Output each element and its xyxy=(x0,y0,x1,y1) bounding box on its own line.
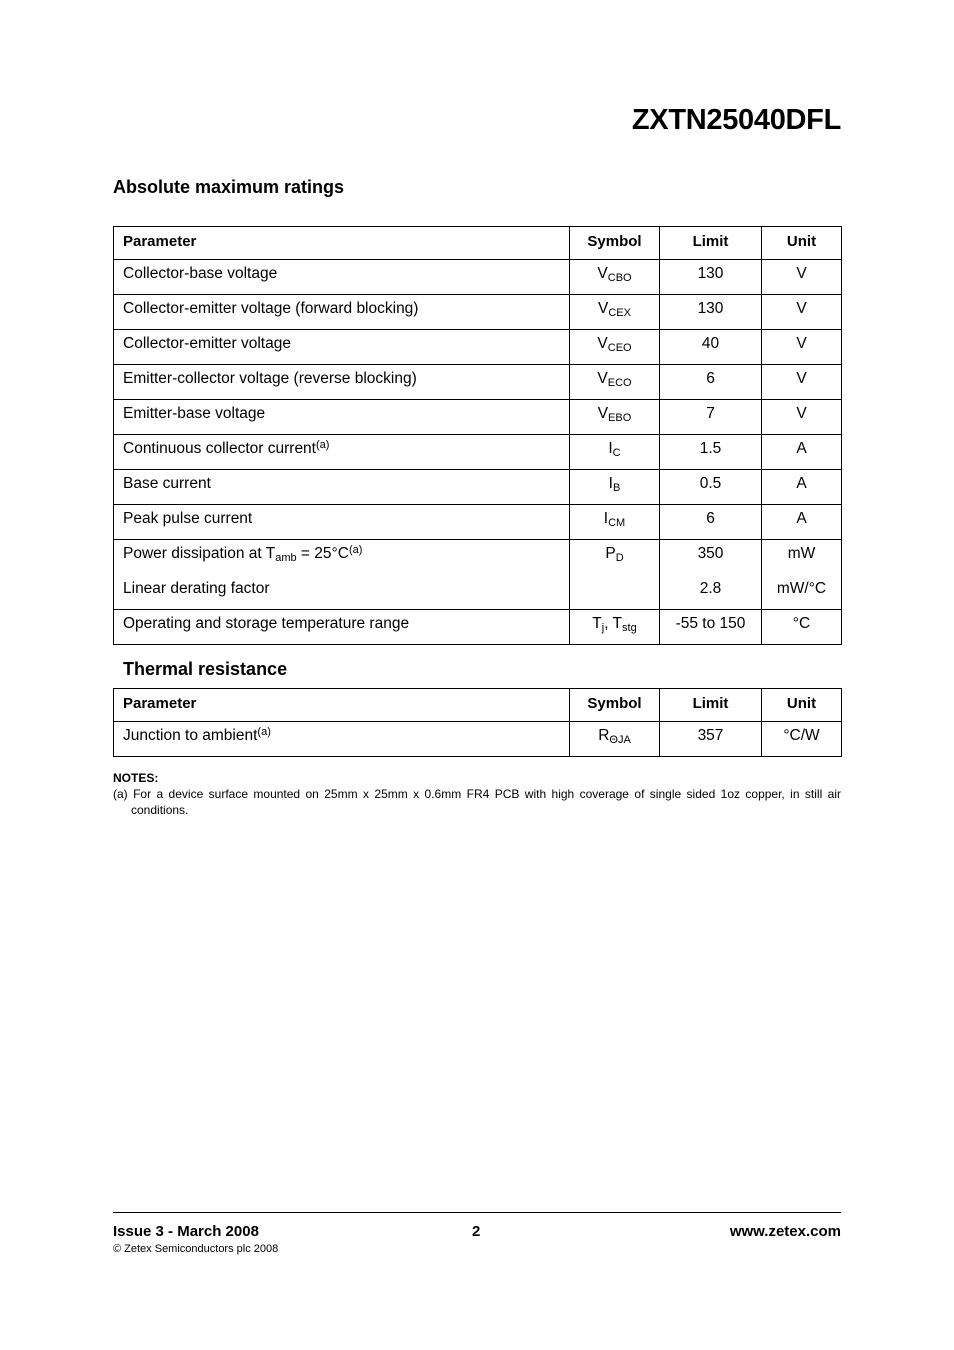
table-row xyxy=(114,365,842,400)
unit-cell: V xyxy=(762,400,842,435)
footnote-ref: (a) xyxy=(348,544,363,556)
column-header: Parameter xyxy=(114,689,570,722)
unit-cell: V xyxy=(762,330,842,365)
parameter-cell: Collector-emitter voltage (forward blocking) xyxy=(114,295,570,330)
footer-website: www.zetex.com xyxy=(729,1223,841,1240)
parameter-cell: Peak pulse current xyxy=(114,505,570,540)
column-header: Unit xyxy=(762,227,842,260)
symbol-cell: $I_B$ xyxy=(570,470,660,505)
limit-cell: 6 xyxy=(660,365,762,400)
table-row xyxy=(114,435,842,470)
limit-cell: 0.5 xyxy=(660,470,762,505)
symbol-cell: $V_{CEO}$ xyxy=(570,330,660,365)
column-header: Limit xyxy=(660,227,762,260)
limit-cell: 1.5 xyxy=(660,435,762,470)
limit-cell: 130 xyxy=(660,260,762,295)
page-title: ZXTN25040DFL xyxy=(631,104,841,136)
parameter-cell: Power dissipation at $T_{amb} = 25^\circ C^{(a)}$ Linear derating factor xyxy=(114,540,570,610)
parameter-cell: Collector-base voltage xyxy=(114,260,570,295)
section-title-thermal: Thermal resistance xyxy=(123,659,288,679)
unit-cell: °C xyxy=(762,610,842,645)
table-row xyxy=(114,470,842,505)
parameter-cell: Operating and storage temperature range xyxy=(114,610,570,645)
parameter-cell: Emitter-base voltage xyxy=(114,400,570,435)
note-item: (a) For a device surface mounted on 25mm x 25mm x 0.6mm FR4 PCB with high coverage of single sided 1oz copper, in still air conditions. xyxy=(113,787,841,817)
column-header: Unit xyxy=(762,689,842,722)
symbol-cell: $V_{EBO}$ xyxy=(570,400,660,435)
unit-cell: A xyxy=(762,505,842,540)
absolute-max-table xyxy=(113,226,842,645)
section-title-absolute-max: Absolute maximum ratings xyxy=(113,177,345,197)
column-header: Symbol xyxy=(570,689,660,722)
table-row xyxy=(114,540,842,610)
column-header: Symbol xyxy=(570,227,660,260)
table-row xyxy=(114,722,842,757)
parameter-cell: Junction to ambient$^{(a)}$ xyxy=(114,722,570,757)
notes-block xyxy=(113,770,841,818)
symbol-cell: $T_j$, $T_{stg}$ xyxy=(570,610,660,645)
table-row xyxy=(114,400,842,435)
column-header: Parameter xyxy=(114,227,570,260)
footer-page-number: 2 xyxy=(472,1223,481,1240)
limit-cell: 350 2.8 xyxy=(660,540,762,610)
footer-copyright: © Zetex Semiconductors plc 2008 xyxy=(113,1243,279,1255)
footnote-ref: (a) xyxy=(257,726,271,738)
symbol-cell: $I_{CM}$ xyxy=(570,505,660,540)
unit-cell: V xyxy=(762,295,842,330)
unit-cell: mW mW/°C xyxy=(762,540,842,610)
limit-cell: 357 xyxy=(660,722,762,757)
symbol-cell: $V_{CBO}$ xyxy=(570,260,660,295)
table-row xyxy=(114,610,842,645)
unit-cell: A xyxy=(762,470,842,505)
symbol-cell: $V_{CEX}$ xyxy=(570,295,660,330)
parameter-cell: Emitter-collector voltage (reverse blocking) xyxy=(114,365,570,400)
unit-cell: °C/W xyxy=(762,722,842,757)
symbol-cell: $P_D$ xyxy=(570,540,660,610)
table-row xyxy=(114,505,842,540)
limit-cell: 7 xyxy=(660,400,762,435)
table-row xyxy=(114,295,842,330)
footer-issue: Issue 3 - March 2008 xyxy=(113,1223,259,1240)
unit-cell: V xyxy=(762,365,842,400)
table-header-row xyxy=(114,689,842,722)
footnote-ref: (a) xyxy=(316,439,330,451)
symbol-cell: $R_{\Theta JA}$ xyxy=(570,722,660,757)
limit-cell: -55 to 150 xyxy=(660,610,762,645)
limit-cell: 130 xyxy=(660,295,762,330)
symbol-cell: $V_{ECO}$ xyxy=(570,365,660,400)
limit-cell: 40 xyxy=(660,330,762,365)
limit-cell: 6 xyxy=(660,505,762,540)
parameter-cell: Base current xyxy=(114,470,570,505)
unit-cell: V xyxy=(762,260,842,295)
parameter-cell: Continuous collector current$^{(a)}$ xyxy=(114,435,570,470)
column-header: Limit xyxy=(660,689,762,722)
table-row xyxy=(114,260,842,295)
unit-cell: A xyxy=(762,435,842,470)
footer-divider xyxy=(113,1212,841,1213)
thermal-resistance-table xyxy=(113,688,842,757)
parameter-cell: Collector-emitter voltage xyxy=(114,330,570,365)
table-row xyxy=(114,330,842,365)
table-header-row xyxy=(114,227,842,260)
symbol-cell: $I_C$ xyxy=(570,435,660,470)
notes-heading: NOTES: xyxy=(113,771,159,785)
